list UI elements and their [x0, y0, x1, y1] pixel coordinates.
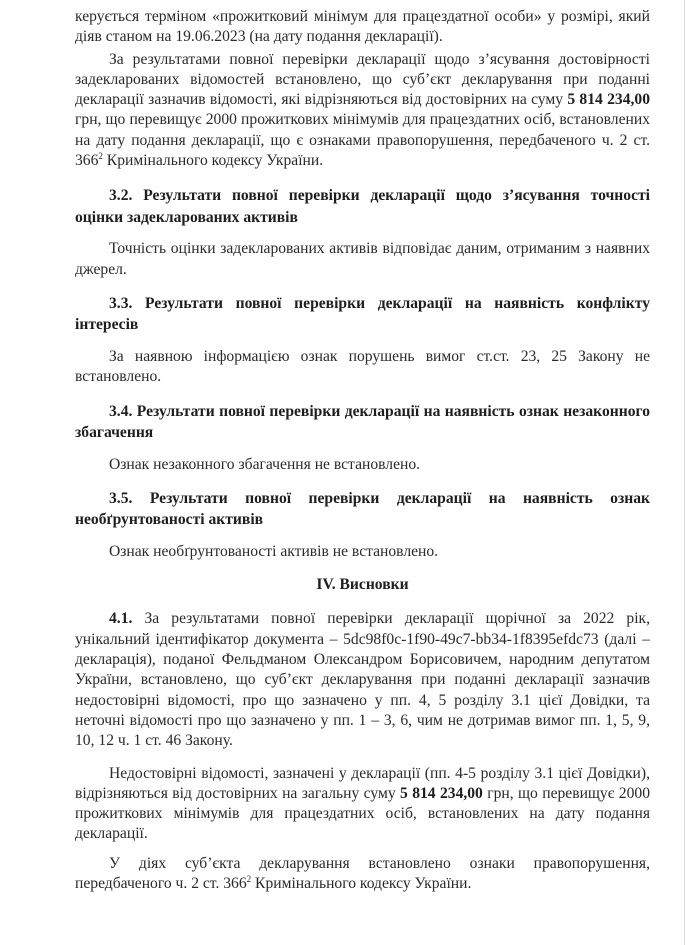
paragraph-text: грн, що перевищує 2000 прожиткових мінімумів для працездатних осіб, встановлених на дату подання декларації, що є ознаками правопорушення, передбаченого ч. 2 ст. 366	[75, 111, 650, 170]
paragraph-verification-result	[75, 50, 650, 172]
section-text-3-5: Ознак необґрунтованості активів не встановлено.	[109, 542, 439, 560]
paragraph-prev-continuation	[75, 7, 650, 48]
page-edge-line	[684, 0, 685, 945]
paragraph-text: Кримінального кодексу України.	[102, 152, 324, 170]
section-heading-3-4: 3.4. Результати повної перевірки декларації на наявність ознак незаконного збагачення	[75, 402, 650, 442]
paragraph-text: У діях суб’єкта декларування встановлено ознаки правопорушення, передбаченого ч. 2 ст. 366	[75, 854, 650, 893]
paragraph-text: За результатами повної перевірки декларації щорічної за 2022 рік, унікальний ідентифікатор документа – 5dc98f0c-1f90-49c7-bb34-1f8395efdc73 (далі – декларація), поданої Фельдманом Олександром Борисовичем, народним депутатом України, встановлено, що суб’єкт декларування при поданні декларації зазначив недостовірні відомості, про що зазначено у пп. 4, 5 розділу 3.1 цієї Довідки, та неточні відомості про що зазначено у пп. 1 – 3, 6, чим не дотримав вимог пп. 1, 5, 9, 10, 12 ч. 1 ст. 46 Закону.	[75, 610, 650, 750]
section-heading-3-3: 3.3. Результати повної перевірки декларації на наявність конфлікту інтересів	[75, 294, 650, 334]
paragraph-text: За результатами повної перевірки декларації щодо з’ясування достовірності задекларованих відомостей встановлено, що суб’єкт декларування при поданні декларації зазначив відомості, які відрізняються від достовірних на суму	[75, 50, 650, 109]
superscript: 2	[98, 151, 103, 162]
conclusion-paragraph-amount	[75, 764, 650, 845]
superscript: 2	[246, 874, 252, 885]
paragraph-text: керується терміном «прожитковий мінімум для працездатної особи» у розмірі, який діяв станом на 19.06.2023 (на дату подання декларації).	[75, 8, 650, 46]
paragraph-text: грн, що перевищує 2000 прожиткових мінімумів для працездатних осіб, встановлених на дату подання декларації.	[75, 784, 650, 843]
document-page	[75, 3, 650, 894]
conclusion-paragraph-4-1	[75, 609, 650, 751]
amount-bold: 5 814 234,00	[400, 784, 483, 802]
section-text-3-3: За наявною інформацією ознак порушень вимог ст.ст. 23, 25 Закону не встановлено.	[75, 347, 650, 386]
section-text-3-2: Точність оцінки задекларованих активів відповідає даним, отриманим з наявних джерел.	[75, 240, 650, 278]
clause-number: 4.1.	[109, 610, 133, 628]
section-text-3-4: Ознак незаконного збагачення не встановлено.	[109, 455, 421, 473]
amount-bold: 5 814 234,00	[567, 91, 650, 109]
conclusion-paragraph-offense	[75, 854, 650, 895]
paragraph-text: Кримінального кодексу України.	[251, 875, 472, 893]
section-heading-3-2: 3.2. Результати повної перевірки декларації щодо з’ясування точності оцінки задекларованих активів	[75, 187, 650, 226]
paragraph-text: Недостовірні відомості, зазначені у декларації (пп. 4-5 розділу 3.1 цієї Довідки), відрізняються від достовірних на загальну суму	[75, 764, 650, 802]
section-heading-iv-conclusions: IV. Висновки	[316, 576, 409, 594]
section-heading-3-5: 3.5. Результати повної перевірки декларації на наявність ознак необґрунтованості активів	[75, 489, 650, 529]
